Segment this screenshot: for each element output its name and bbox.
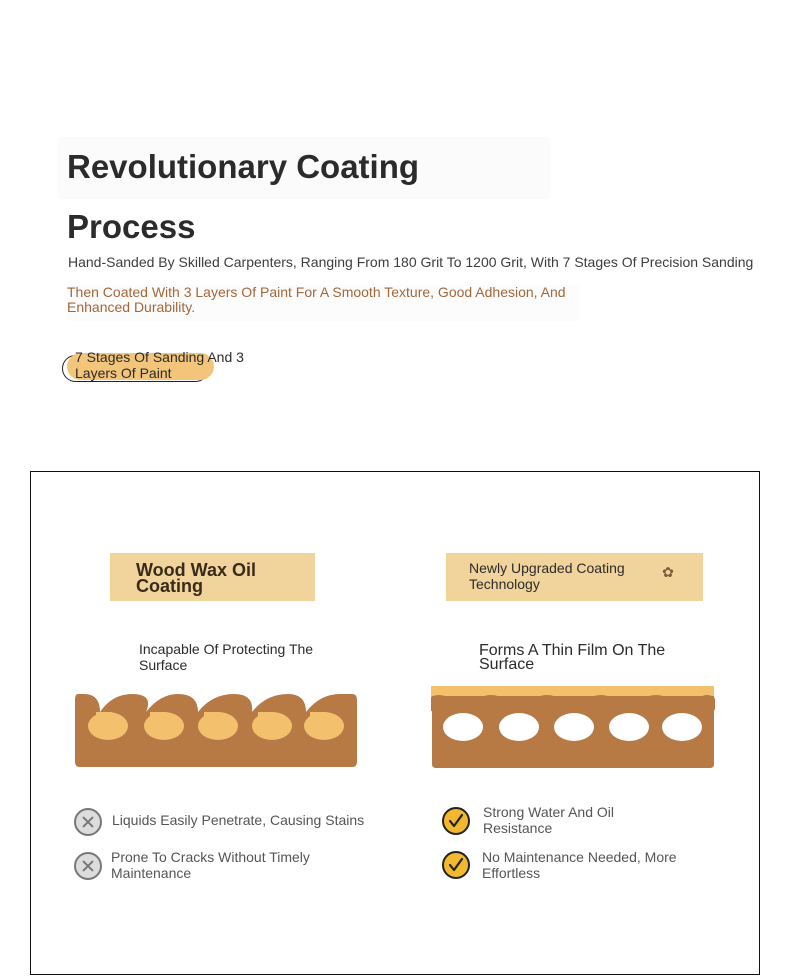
x-circle-icon <box>74 852 102 880</box>
check-circle-icon <box>442 851 470 879</box>
left-label: Wood Wax Oil Coating <box>136 560 256 596</box>
badge-label: 7 Stages Of Sanding And 3 Layers Of Paint <box>75 349 244 381</box>
coated-wood-illustration <box>431 686 715 770</box>
badge-stamp-icon: ✿ <box>662 564 674 580</box>
description: Then Coated With 3 Layers Of Paint For A Smooth Texture, Good Adhesion, And Enhanced Durability. <box>67 285 579 321</box>
left-point-2: Prone To Cracks Without Timely Maintenance <box>111 849 310 881</box>
left-point-1: Liquids Easily Penetrate, Causing Stains <box>112 812 365 828</box>
right-point-2: No Maintenance Needed, More Effortless <box>482 849 677 881</box>
right-point-1: Strong Water And Oil Resistance <box>483 804 614 836</box>
wood-pores-illustration <box>74 690 358 768</box>
x-circle-icon <box>74 808 102 836</box>
subtitle: Hand-Sanded By Skilled Carpenters, Ranging From 180 Grit To 1200 Grit, With 7 Stages Of Precision Sanding <box>68 254 754 270</box>
right-caption: Forms A Thin Film On The Surface <box>479 642 666 673</box>
left-caption: Incapable Of Protecting The Surface <box>139 641 314 673</box>
check-circle-icon <box>442 807 470 835</box>
right-label: Newly Upgraded Coating Technology <box>469 560 625 592</box>
page-title: Revolutionary Coating Process <box>58 137 550 199</box>
